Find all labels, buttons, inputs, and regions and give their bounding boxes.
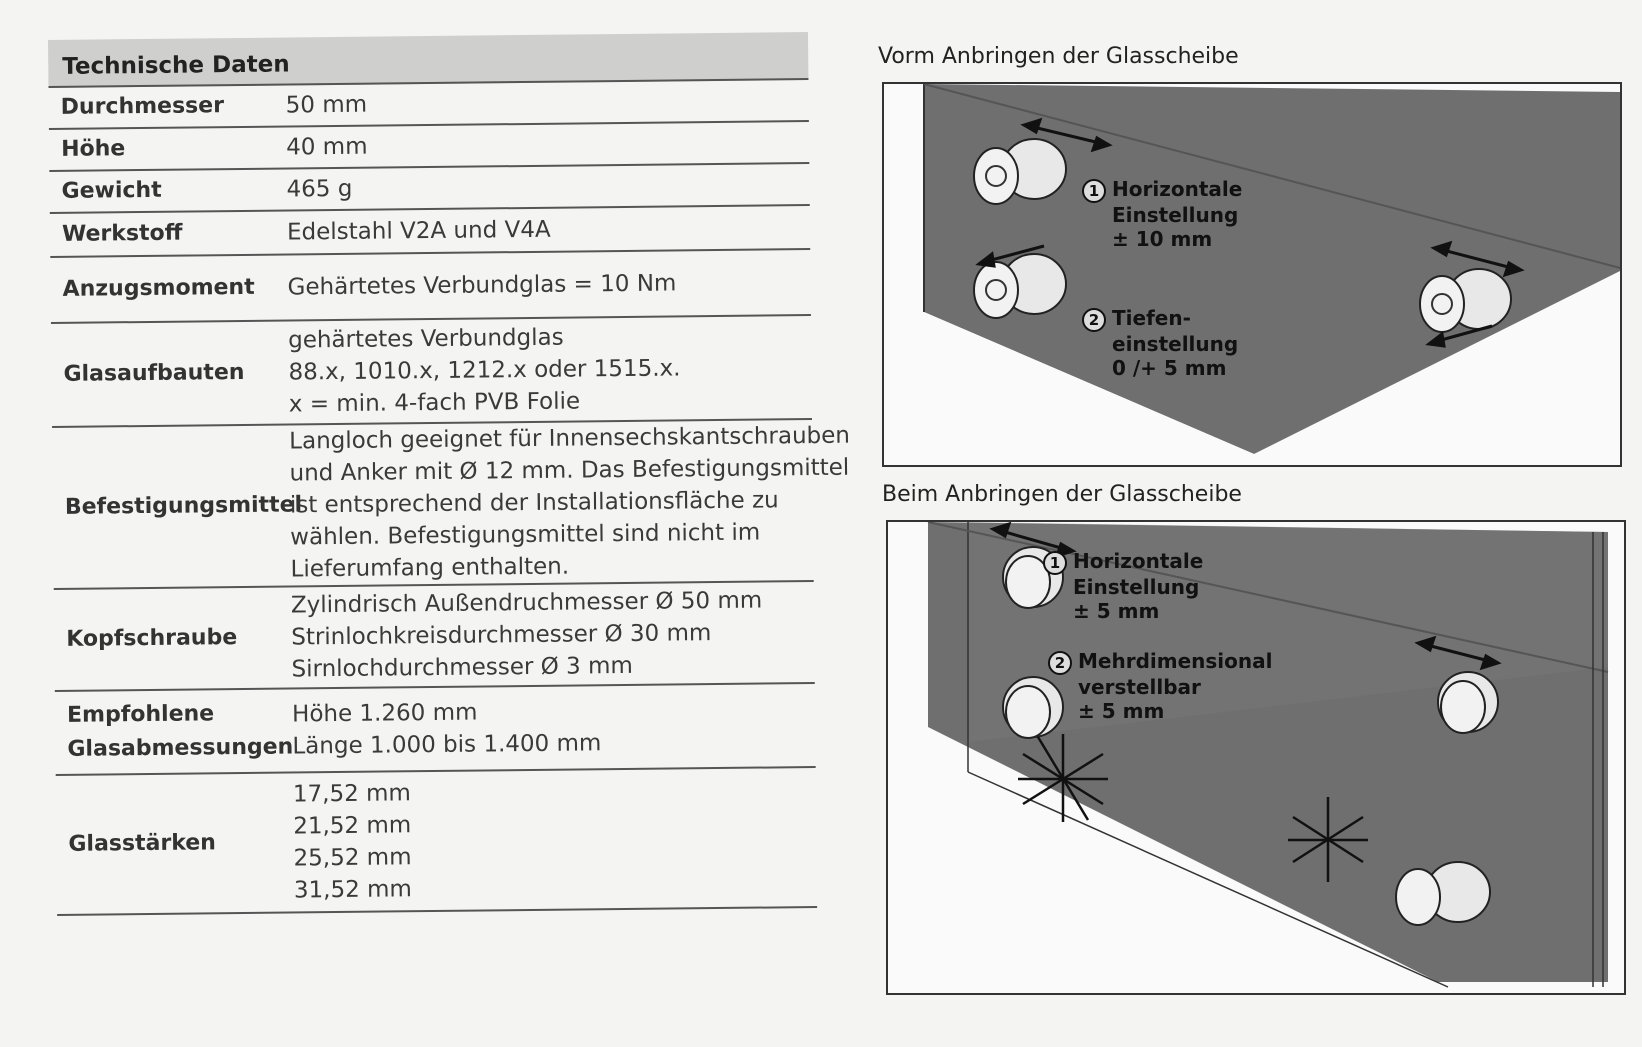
technical-data-table — [48, 32, 851, 916]
row-value: 465 g — [286, 175, 353, 203]
row-value: 50 mm — [285, 91, 368, 119]
wall-bracket-icon — [1420, 269, 1511, 332]
row-value: Edelstahl V2A und V4A — [286, 216, 551, 246]
figure-bottom-caption: Beim Anbringen der Glasscheibe — [882, 482, 1242, 507]
table-row — [52, 420, 851, 590]
wall-bracket-icon — [1438, 672, 1498, 733]
row-label: Glasaufbauten — [63, 359, 245, 387]
table-row — [51, 316, 812, 428]
row-label: Durchmesser — [60, 93, 225, 120]
figure-top-caption: Vorm Anbringen der Glasscheibe — [878, 44, 1239, 69]
table-title: Technische Daten — [62, 51, 290, 80]
table-row — [56, 768, 817, 916]
table-row — [50, 250, 811, 324]
figure-top-label-2: 2 Tiefen- einstellung 0 /+ 5 mm — [1082, 306, 1238, 380]
table-body — [49, 80, 851, 916]
row-label: Glasstärken — [68, 830, 217, 857]
figure-bottom-label-2: 2 Mehrdimensional verstellbar ± 5 mm — [1048, 649, 1272, 723]
figure-during-mounting — [886, 520, 1626, 995]
table-row — [50, 206, 810, 258]
number-badge: 1 — [1082, 179, 1106, 203]
wall-illustration-bottom — [888, 522, 1626, 995]
table-row — [55, 684, 816, 776]
row-value: 40 mm — [286, 133, 368, 161]
row-label: Werkstoff — [61, 220, 183, 247]
table-row — [54, 582, 815, 692]
row-value: Gehärtetes Verbundglas = 10 Nm — [287, 270, 677, 301]
row-label: Kopfschraube — [66, 625, 238, 652]
row-label: Höhe — [61, 136, 126, 162]
row-value: Langloch geeignet für Innensechskantschrauben und Anker mit Ø 12 mm. Das Befestigungsmittel ist entsprechend der Installationsfläche zu wählen. Befestigungsmittel sind nicht im Lieferumfang enthalten. — [289, 422, 851, 583]
number-badge: 1 — [1043, 551, 1067, 575]
figure-bottom-label-1: 1 Horizontale Einstellung ± 5 mm — [1043, 549, 1203, 623]
wall-bracket-icon — [1396, 862, 1490, 925]
row-label: Anzugsmoment — [62, 274, 255, 302]
number-badge: 2 — [1082, 308, 1106, 332]
row-label: Gewicht — [61, 177, 162, 204]
row-value: Zylindrisch Außendruchmesser Ø 50 mm Strinlochkreisdurchmesser Ø 30 mm Sirnlochdurchmesser Ø 3 mm — [290, 587, 763, 683]
figure-before-mounting — [882, 82, 1622, 467]
row-label: Befestigungsmittel — [64, 492, 303, 520]
row-value: gehärtetes Verbundglas 88.x, 1010.x, 1212.x oder 1515.x. x = min. 4-fach PVB Folie — [288, 324, 681, 418]
row-label: Empfohlene Glasabmessungen — [66, 701, 294, 762]
figure-top-label-1: 1 Horizontale Einstellung ± 10 mm — [1082, 177, 1242, 251]
wall-illustration-top — [884, 84, 1622, 467]
table-header — [48, 32, 808, 88]
row-value: 17,52 mm 21,52 mm 25,52 mm 31,52 mm — [292, 780, 413, 904]
number-badge: 2 — [1048, 651, 1072, 675]
row-value: Höhe 1.260 mm Länge 1.000 bis 1.400 mm — [291, 699, 602, 760]
